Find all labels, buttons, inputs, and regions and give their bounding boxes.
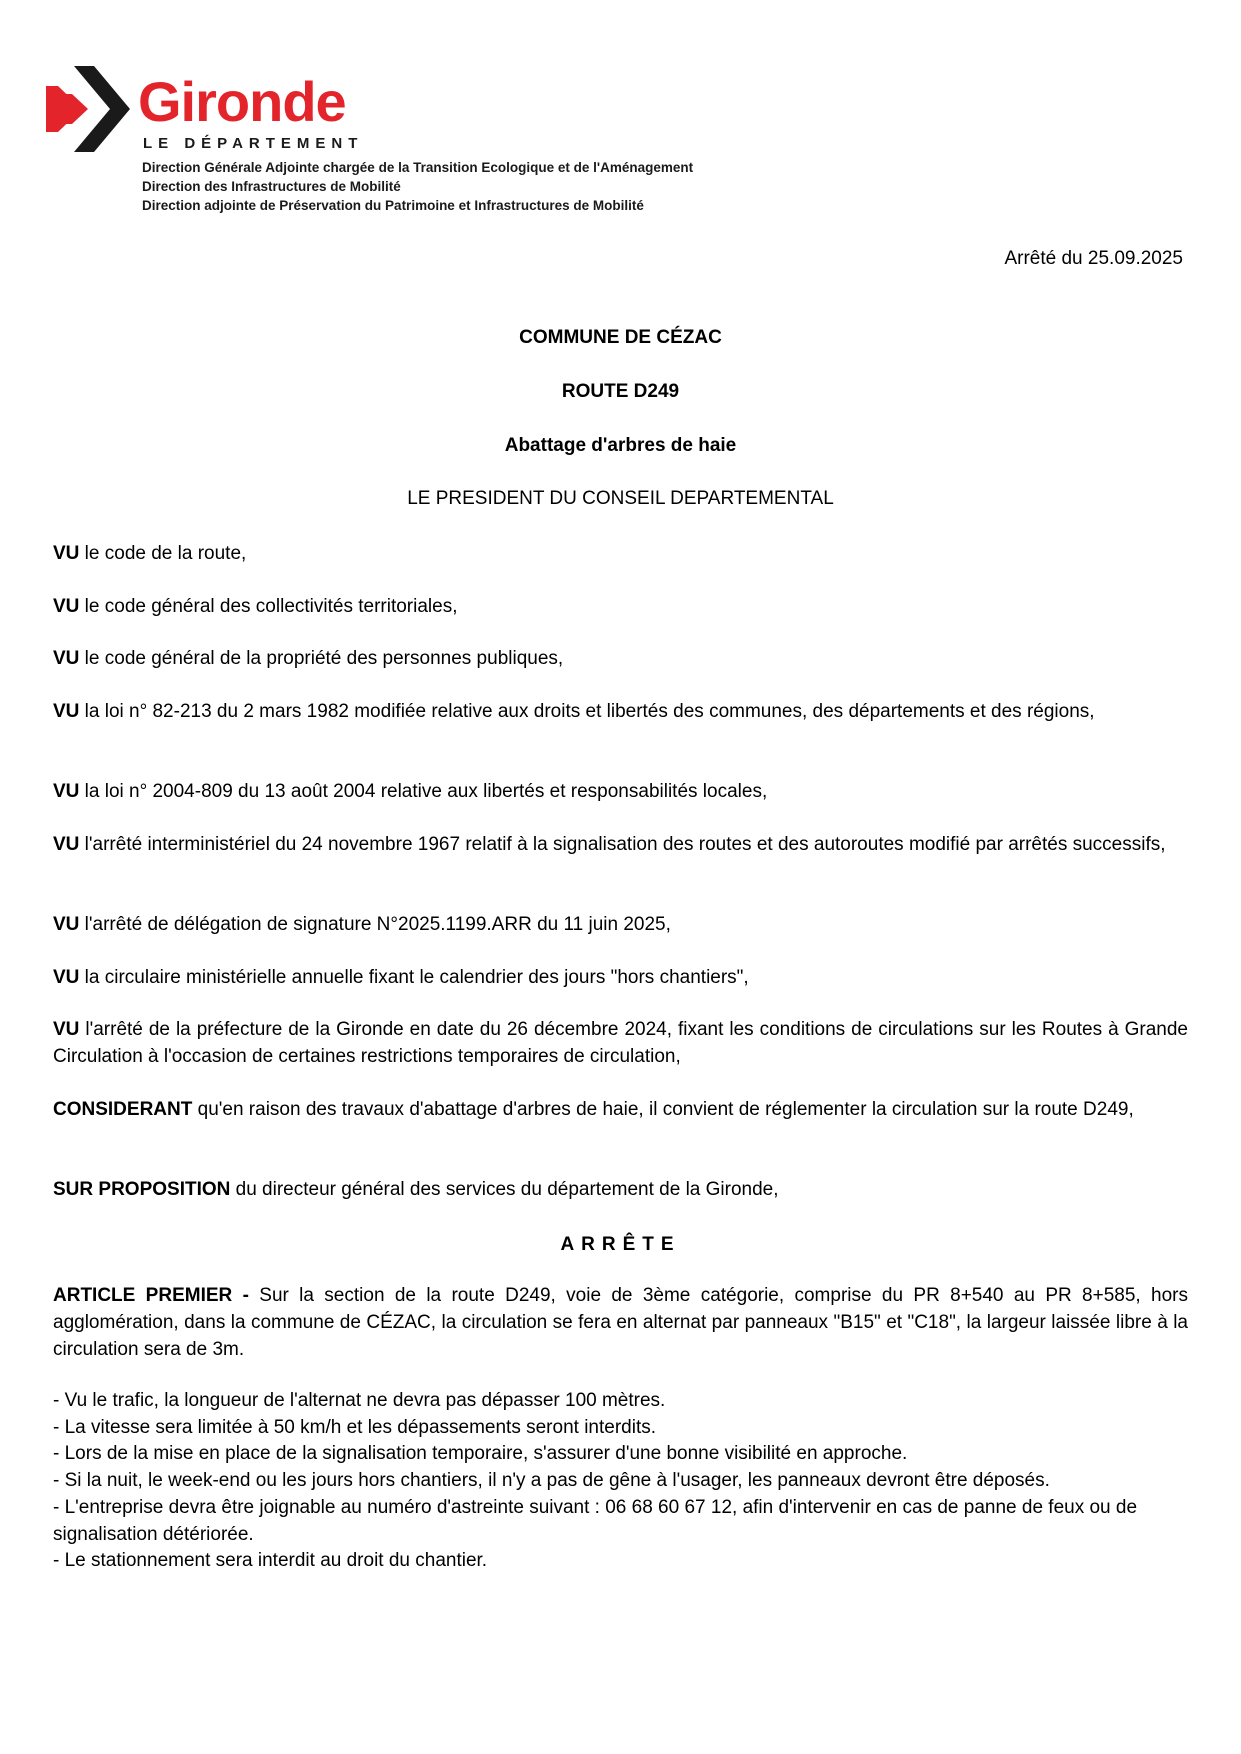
route-title: ROUTE D249 <box>561 381 680 402</box>
visa-paragraph: VU le code de la route, <box>53 543 247 564</box>
brand-subtitle: LE DÉPARTEMENT <box>143 135 364 152</box>
list-item: - Si la nuit, le week-end ou les jours hors chantiers, il n'y a pas de gêne à l'usager, les panneaux devront être déposés. <box>53 1470 1050 1492</box>
list-item: - Le stationnement sera interdit au droit du chantier. <box>53 1550 488 1572</box>
visa-paragraph: VU l'arrêté de la préfecture de la Gironde en date du 26 décembre 2024, fixant les conditions de circulations sur les Routes à Grande Circulation à l'occasion de certaines restrictions temporaires de circulation, <box>53 1019 1188 1067</box>
visa-paragraph: VU l'arrêté de délégation de signature N°2025.1199.ARR du 11 juin 2025, <box>53 914 671 935</box>
visa-paragraph: VU le code général des collectivités territoriales, <box>53 596 458 617</box>
commune-title: COMMUNE DE CÉZAC <box>519 327 722 348</box>
article-premier: ARTICLE PREMIER - Sur la section de la route D249, voie de 3ème catégorie, comprise du PR 8+540 au PR 8+585, hors agglomération, dans la commune de CÉZAC, la circulation se fera en alternat par panneaux "B15" et "C18", la largeur laissée libre à la circulation sera de 3m. <box>53 1285 1189 1360</box>
list-item: - La vitesse sera limitée à 50 km/h et les dépassements seront interdits. <box>53 1416 656 1438</box>
directions-block <box>142 158 693 215</box>
visa-paragraph: VU l'arrêté interministériel du 24 novembre 1967 relatif à la signalisation des routes et des autoroutes modifié par arrêtés successifs, <box>53 834 1166 855</box>
visa-paragraph: VU la loi n° 2004-809 du 13 août 2004 relative aux libertés et responsabilités locales, <box>53 781 768 802</box>
authority-title: LE PRESIDENT DU CONSEIL DEPARTEMENTAL <box>407 488 834 509</box>
direction-line: Direction Générale Adjointe chargée de la Transition Ecologique et de l'Aménagement <box>142 160 694 175</box>
visa-paragraph: VU le code général de la propriété des personnes publiques, <box>53 648 564 669</box>
proposition-paragraph: SUR PROPOSITION du directeur général des services du département de la Gironde, <box>53 1179 779 1200</box>
considerant-paragraph: CONSIDERANT qu'en raison des travaux d'abattage d'arbres de haie, il convient de réglementer la circulation sur la route D249, <box>53 1099 1134 1120</box>
list-item: - L'entreprise devra être joignable au numéro d'astreinte suivant : 06 68 60 67 12, afin d'intervenir en cas de panne de feux ou de signalisation détériorée. <box>53 1496 1138 1545</box>
gironde-logo-icon <box>46 66 130 152</box>
subject-title: Abattage d'arbres de haie <box>504 435 737 456</box>
arrete-date: Arrêté du 25.09.2025 <box>1004 248 1183 269</box>
direction-line: Direction adjointe de Préservation du Patrimoine et Infrastructures de Mobilité <box>142 198 644 213</box>
direction-line: Direction des Infrastructures de Mobilité <box>142 179 401 194</box>
list-item: - Vu le trafic, la longueur de l'alternat ne devra pas dépasser 100 mètres. <box>53 1390 666 1411</box>
arrete-heading: ARRÊTE <box>560 1234 681 1255</box>
list-item: - Lors de la mise en place de la signalisation temporaire, s'assurer d'une bonne visibilité en approche. <box>53 1443 908 1465</box>
brand-name: Gironde <box>138 70 346 133</box>
measures-list <box>53 1388 1188 1575</box>
visa-paragraph: VU la circulaire ministérielle annuelle fixant le calendrier des jours "hors chantiers", <box>53 967 749 988</box>
visa-paragraph: VU la loi n° 82-213 du 2 mars 1982 modifiée relative aux droits et libertés des communes, des départements et des régions, <box>53 701 1095 722</box>
